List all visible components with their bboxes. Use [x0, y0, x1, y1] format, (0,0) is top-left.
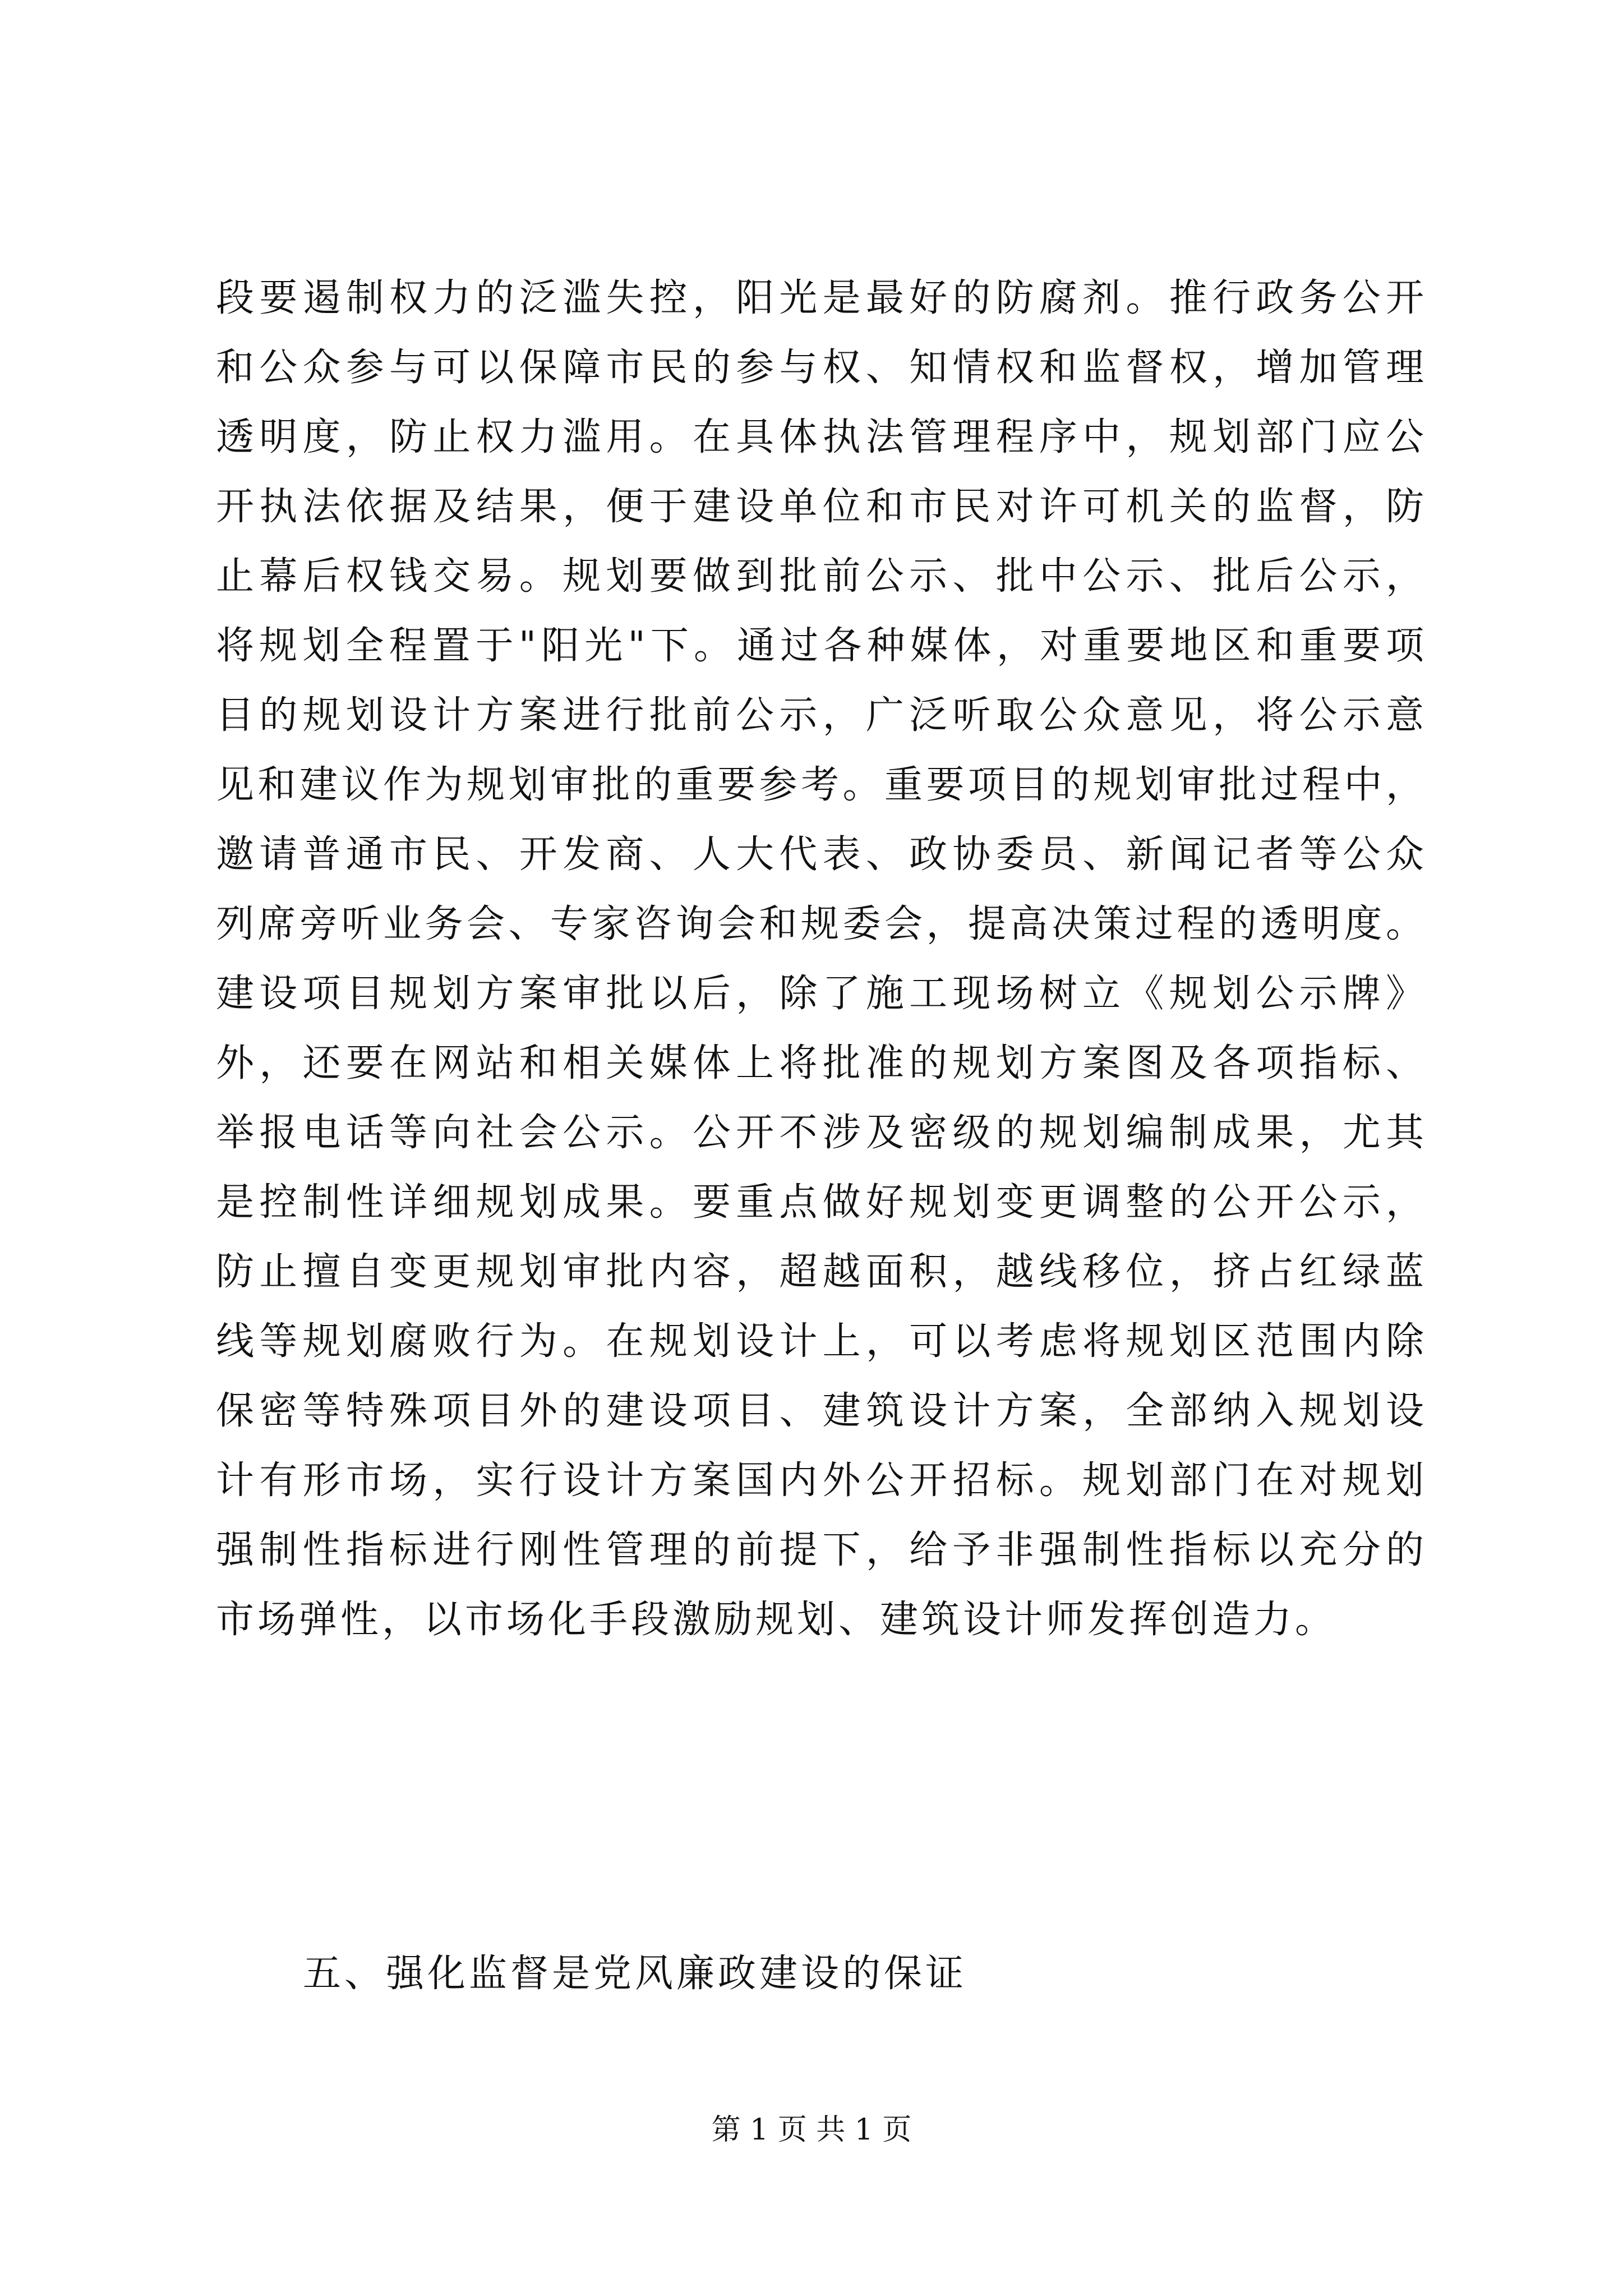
- text-line: 段要遏制权力的泛滥失控，阳光是最好的防腐剂。推行政务公开: [216, 276, 1427, 320]
- text-line: 防止擅自变更规划审批内容，超越面积，越线移位，挤占红绿蓝: [216, 1250, 1427, 1294]
- text-line: 透明度，防止权力滥用。在具体执法管理程序中，规划部门应公: [216, 415, 1427, 459]
- text-line: 外，还要在网站和相关媒体上将批准的规划方案图及各项指标、: [216, 1041, 1427, 1085]
- text-line: 强制性指标进行刚性管理的前提下，给予非强制性指标以充分的: [216, 1528, 1427, 1572]
- text-line: 市场弹性，以市场化手段激励规划、建筑设计师发挥创造力。: [216, 1598, 1337, 1642]
- text-line: 建设项目规划方案审批以后，除了施工现场树立《规划公示牌》: [216, 972, 1427, 1016]
- text-line: 邀请普通市民、开发商、人大代表、政协委员、新闻记者等公众: [216, 832, 1427, 877]
- text-line: 列席旁听业务会、专家咨询会和规委会，提高决策过程的透明度。: [216, 902, 1427, 946]
- text-line: 举报电话等向社会公示。公开不涉及密级的规划编制成果，尤其: [216, 1111, 1427, 1155]
- page-footer: 第 1 页 共 1 页: [711, 2113, 912, 2147]
- text-line: 目的规划设计方案进行批前公示，广泛听取公众意见，将公示意: [216, 693, 1427, 738]
- text-line: 见和建议作为规划审批的重要参考。重要项目的规划审批过程中，: [216, 763, 1427, 807]
- text-line: 是控制性详细规划成果。要重点做好规划变更调整的公开公示，: [216, 1180, 1427, 1225]
- text-line: 止幕后权钱交易。规划要做到批前公示、批中公示、批后公示，: [216, 554, 1427, 599]
- text-line: 开执法依据及结果，便于建设单位和市民对许可机关的监督，防: [216, 485, 1427, 529]
- text-line: 将规划全程置于"阳光"下。通过各种媒体，对重要地区和重要项: [216, 624, 1427, 668]
- text-line: 保密等特殊项目外的建设项目、建筑设计方案，全部纳入规划设: [216, 1389, 1427, 1433]
- text-line: 和公众参与可以保障市民的参与权、知情权和监督权，增加管理: [216, 346, 1427, 390]
- section-heading: 五、强化监督是党风廉政建设的保证: [303, 1952, 967, 1996]
- text-line: 线等规划腐败行为。在规划设计上，可以考虑将规划区范围内除: [216, 1319, 1427, 1364]
- text-line: 计有形市场，实行设计方案国内外公开招标。规划部门在对规划: [216, 1458, 1427, 1503]
- body-paragraph: [216, 264, 1427, 1655]
